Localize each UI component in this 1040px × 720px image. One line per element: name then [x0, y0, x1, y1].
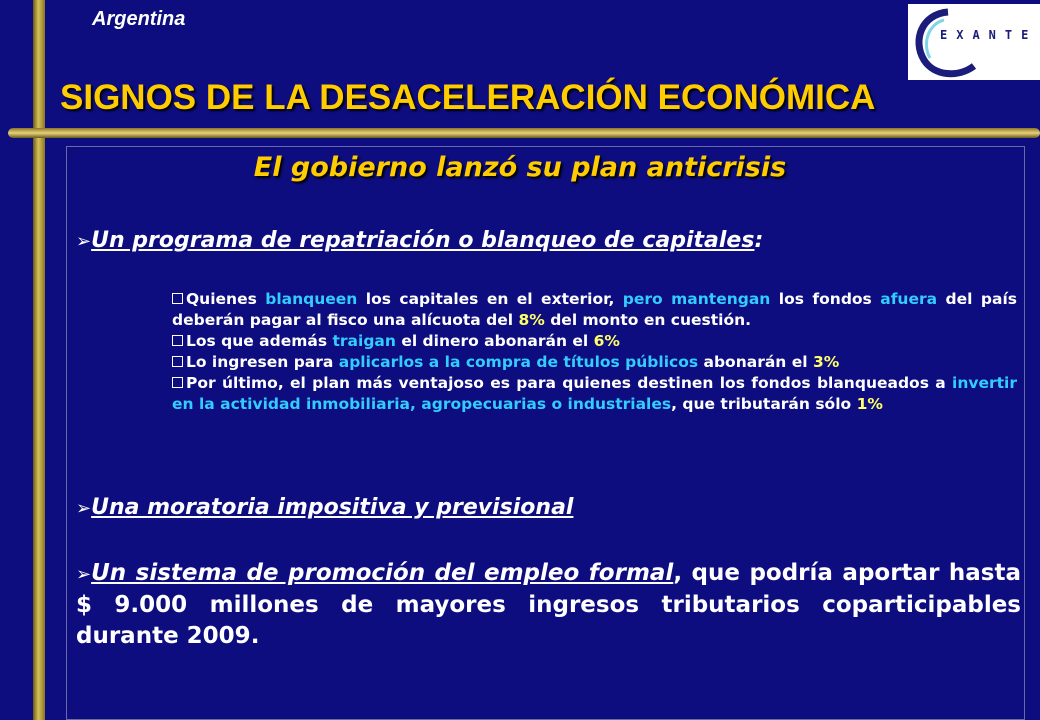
subitem-highlight: afuera	[880, 290, 938, 308]
arrow-bullet-icon: ➢	[76, 231, 92, 252]
subitem-highlight: aplicarlos a la compra de títulos públicos	[338, 353, 699, 371]
subitem-text: Por último, el plan más ventajoso es para quienes destinen los fondos blanqueados a	[186, 374, 953, 392]
bullet-repatriation-suffix: :	[754, 228, 764, 253]
subitem-text: Los que además	[186, 332, 333, 350]
bullet-moratorium-label: Una moratoria impositiva y previsional	[91, 495, 574, 520]
bullet-repatriation	[76, 228, 763, 253]
subitem-6pct	[172, 331, 1017, 352]
subitem-1pct	[172, 373, 1017, 415]
slide-subtitle: El gobierno lanzó su plan anticrisis	[253, 152, 787, 183]
bullet-moratorium	[76, 495, 573, 520]
subitem-text: Lo ingresen para	[186, 353, 339, 371]
checkbox-bullet-icon	[172, 377, 183, 388]
subitem-rate: 6%	[593, 332, 620, 350]
subitem-text: los fondos	[770, 290, 881, 308]
checkbox-bullet-icon	[172, 293, 183, 304]
arrow-bullet-icon: ➢	[76, 564, 92, 585]
subitem-highlight: traigan	[332, 332, 396, 350]
bullet-repatriation-label: Un programa de repatriación o blanqueo de capitales	[91, 228, 755, 253]
exante-logo	[908, 4, 1040, 80]
arrow-bullet-icon: ➢	[76, 498, 92, 519]
subitem-text: , que tributarán sólo	[671, 395, 857, 413]
vertical-gold-bar	[33, 0, 45, 720]
subitem-rate: 8%	[518, 311, 545, 329]
logo-text: EXANTE	[940, 28, 1038, 42]
subitem-text: del monto en cuestión.	[544, 311, 752, 329]
bullet-employment-text: , que podría aportar hasta $ 9.000 millones de mayores ingresos tributarios coparticipables durante 2009.	[76, 560, 1021, 649]
country-label: Argentina	[92, 8, 186, 30]
subitem-highlight: blanqueen	[265, 290, 358, 308]
subitem-text: abonarán el	[698, 353, 813, 371]
subitem-3pct	[172, 352, 1017, 373]
subitems-list	[172, 289, 1017, 415]
bullet-employment	[76, 558, 1021, 652]
checkbox-bullet-icon	[172, 356, 183, 367]
subitem-text: del país deberán pagar al fisco una alícuota del	[172, 290, 1017, 329]
subitem-text: Quienes	[186, 290, 266, 308]
checkbox-bullet-icon	[172, 335, 183, 346]
logo-swoosh-icon	[908, 4, 1040, 80]
horizontal-gold-bar	[8, 128, 1040, 138]
subitem-text: el dinero abonarán el	[395, 332, 594, 350]
subitem-highlight: invertir en la actividad inmobiliaria, agropecuarias o industriales	[172, 374, 1017, 413]
slide-title: SIGNOS DE LA DESACELERACIÓN ECONÓMICA	[60, 78, 876, 117]
bullet-employment-label: Un sistema de promoción del empleo formal	[91, 560, 674, 586]
subitem-highlight: pero mantengan	[622, 290, 771, 308]
subitem-8pct	[172, 289, 1017, 331]
subitem-text: los capitales en el exterior,	[357, 290, 623, 308]
subitem-rate: 3%	[812, 353, 840, 371]
subitem-rate: 1%	[856, 395, 883, 413]
